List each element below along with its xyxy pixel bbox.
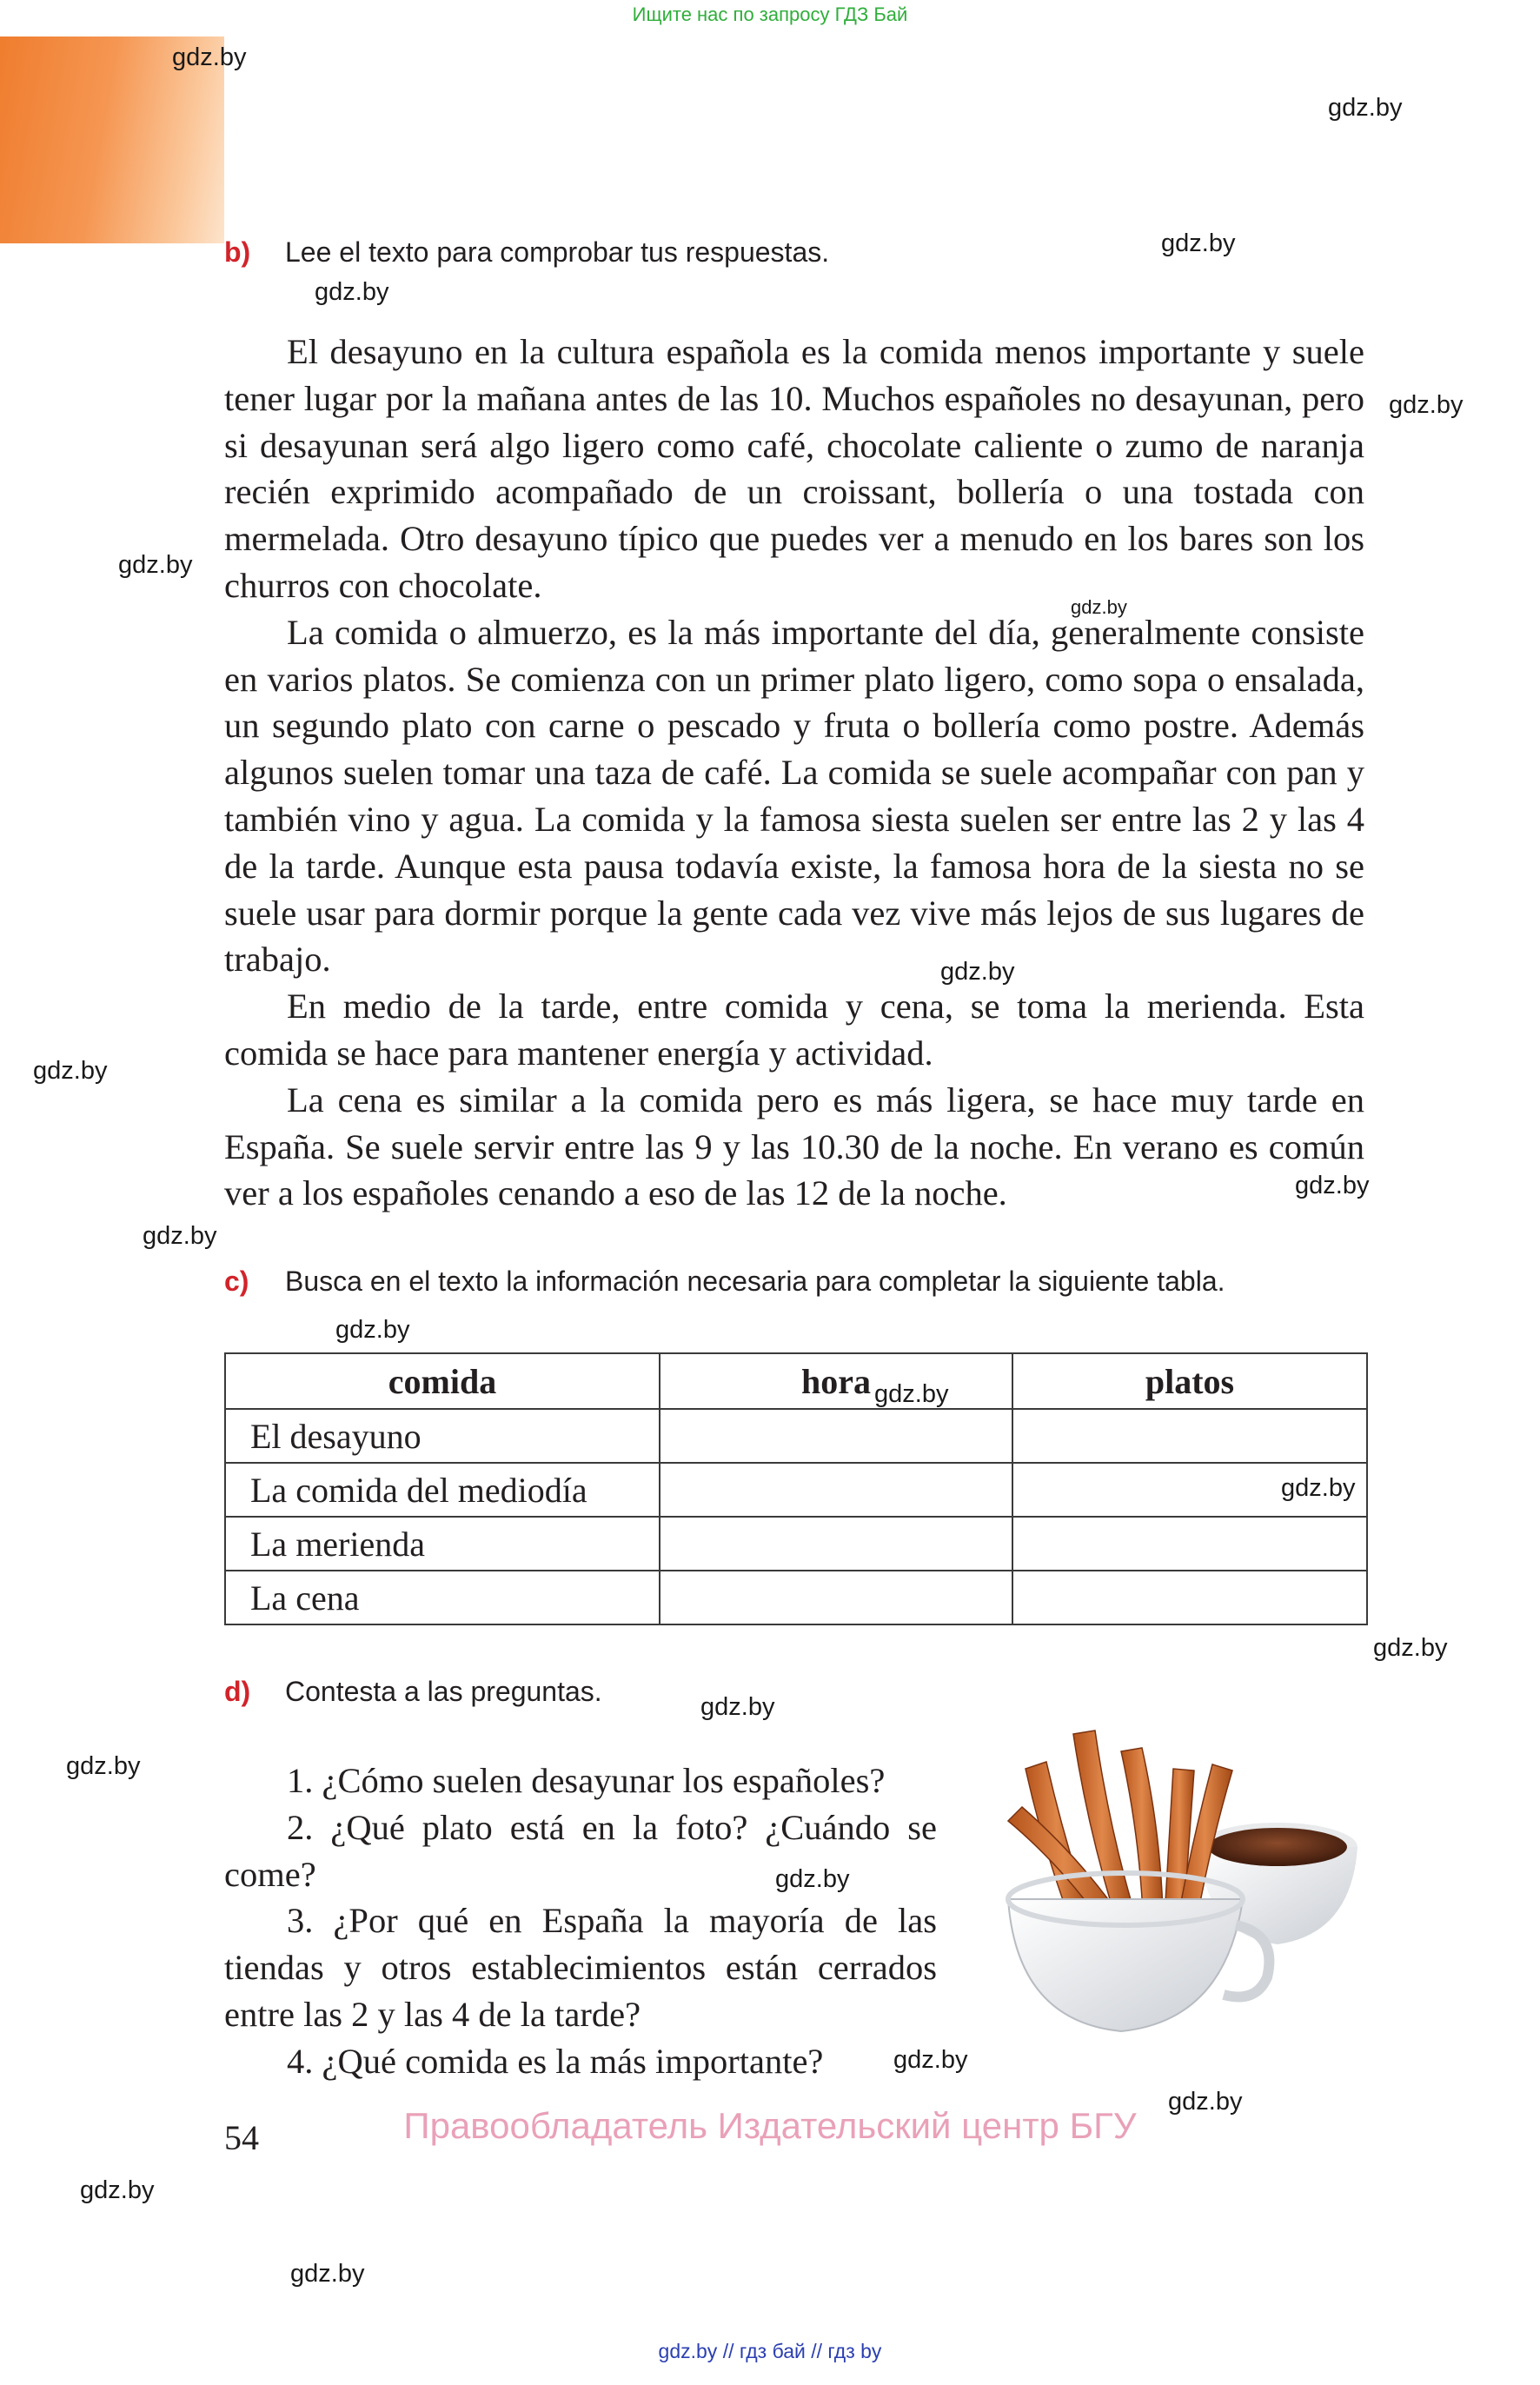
watermark: gdz.by	[80, 2176, 155, 2204]
table-cell-hora[interactable]	[660, 1517, 1012, 1571]
watermark: gdz.by	[143, 1222, 217, 1250]
paragraph: El desayuno en la cultura española es la comida menos importante y suele tener lugar por la mañana antes de las 10. Muchos españoles no desayunan, pero si desayunan será algo ligero como café, chocolate caliente o zumo de naranja recién exprimido acompañado de un croissant, bollería o una tostada con mermelada. Otro desayuno típico que puedes ver a menudo en los bares son los churros con chocolate.	[224, 332, 1364, 605]
task-text: Contesta a las preguntas.	[285, 1676, 602, 1707]
churros-chocolate-photo	[991, 1717, 1364, 2051]
watermark: gdz.by	[1373, 1634, 1448, 1662]
watermark: gdz.by	[1168, 2088, 1243, 2116]
watermark: gdz.by	[172, 43, 247, 71]
table-cell-platos[interactable]	[1012, 1571, 1367, 1624]
watermark: gdz.by	[1389, 391, 1464, 419]
column-header-hora: hora	[660, 1353, 1012, 1409]
question: 2. ¿Qué plato está en la foto? ¿Cuándo se come?	[224, 1807, 937, 1894]
table-cell-meal: La comida del mediodía	[225, 1463, 660, 1517]
footer-links: gdz.by // гдз бай // гдз by	[658, 2340, 882, 2362]
rights-holder-notice: Правообладатель Издательский центр БГУ	[403, 2105, 1137, 2146]
table-cell-hora[interactable]	[660, 1463, 1012, 1517]
watermark: gdz.by	[33, 1057, 108, 1085]
page-number: 54	[224, 2118, 259, 2157]
table-row	[225, 1409, 1367, 1463]
question: 4. ¿Qué comida es la más importante?	[287, 2041, 824, 2081]
watermark: gdz.by	[775, 1865, 850, 1893]
table-cell-platos[interactable]	[1012, 1409, 1367, 1463]
task-letter: c)	[224, 1266, 249, 1297]
task-letter: b)	[224, 236, 251, 268]
watermark: gdz.by	[315, 278, 389, 306]
task-letter: d)	[224, 1676, 251, 1707]
paragraph: La cena es similar a la comida pero es más ligera, se hace muy tarde en España. Se suele servir entre las 9 y las 10.30 de la noche. En verano es común ver a los españoles cenando a eso de las 12 de la noche.	[224, 1080, 1364, 1213]
questions-list	[224, 1757, 937, 2085]
watermark: gdz.by	[66, 1752, 141, 1780]
reading-text	[224, 329, 1364, 1217]
column-header-comida: comida	[225, 1353, 660, 1409]
top-banner: Ищите нас по запросу ГДЗ Бай	[632, 3, 908, 25]
paragraph: La comida o almuerzo, es la más importante del día, generalmente consiste en varios platos. Se comienza con un primer plato ligero, como sopa o ensalada, un segundo plato con carne o pescado y fruta o bollería como postre. Además algunos suelen tomar una taza de café. La comida se suele acompañar con pan y también vino y agua. La comida y la famosa siesta suelen ser entre las 2 y las 4 de la tarde. Aunque esta pausa todavía existe, la famosa hora de la siesta no se suele usar para dormir porque la gente cada vez vive más lejos de sus lugares de trabajo.	[224, 612, 1364, 980]
watermark: gdz.by	[700, 1693, 775, 1721]
watermark: gdz.by	[118, 551, 193, 579]
watermark: gdz.by	[1071, 596, 1127, 618]
watermark: gdz.by	[290, 2260, 365, 2288]
watermark: gdz.by	[1281, 1474, 1356, 1502]
table-row	[225, 1463, 1367, 1517]
table-cell-platos[interactable]	[1012, 1517, 1367, 1571]
table-row	[225, 1571, 1367, 1624]
watermark: gdz.by	[335, 1316, 410, 1344]
watermark: gdz.by	[1328, 94, 1403, 122]
task-d-instruction	[224, 1676, 602, 1708]
table-header-row	[225, 1353, 1367, 1409]
column-header-platos: platos	[1012, 1353, 1367, 1409]
task-text: Busca en el texto la información necesaria para completar la siguiente tabla.	[285, 1266, 1225, 1297]
table-cell-hora[interactable]	[660, 1409, 1012, 1463]
task-text: Lee el texto para comprobar tus respuestas.	[285, 236, 830, 268]
meals-table	[224, 1352, 1368, 1625]
task-c-instruction	[224, 1266, 1225, 1298]
task-b-instruction	[224, 236, 829, 269]
table-cell-hora[interactable]	[660, 1571, 1012, 1624]
question: 3. ¿Por qué en España la mayoría de las tiendas y otros establecimientos están cerrados entre las 2 y las 4 de la tarde?	[224, 1901, 937, 2034]
table-row	[225, 1517, 1367, 1571]
watermark: gdz.by	[1295, 1172, 1370, 1199]
question: 1. ¿Cómo suelen desayunar los españoles?	[287, 1761, 886, 1800]
watermark: gdz.by	[1161, 229, 1236, 257]
watermark: gdz.by	[893, 2046, 968, 2074]
watermark: gdz.by	[874, 1380, 949, 1408]
watermark: gdz.by	[940, 958, 1015, 986]
table-cell-meal: La cena	[225, 1571, 660, 1624]
table-cell-meal: El desayuno	[225, 1409, 660, 1463]
paragraph: En medio de la tarde, entre comida y cena, se toma la merienda. Esta comida se hace para mantener energía y actividad.	[224, 987, 1364, 1073]
table-cell-meal: La merienda	[225, 1517, 660, 1571]
